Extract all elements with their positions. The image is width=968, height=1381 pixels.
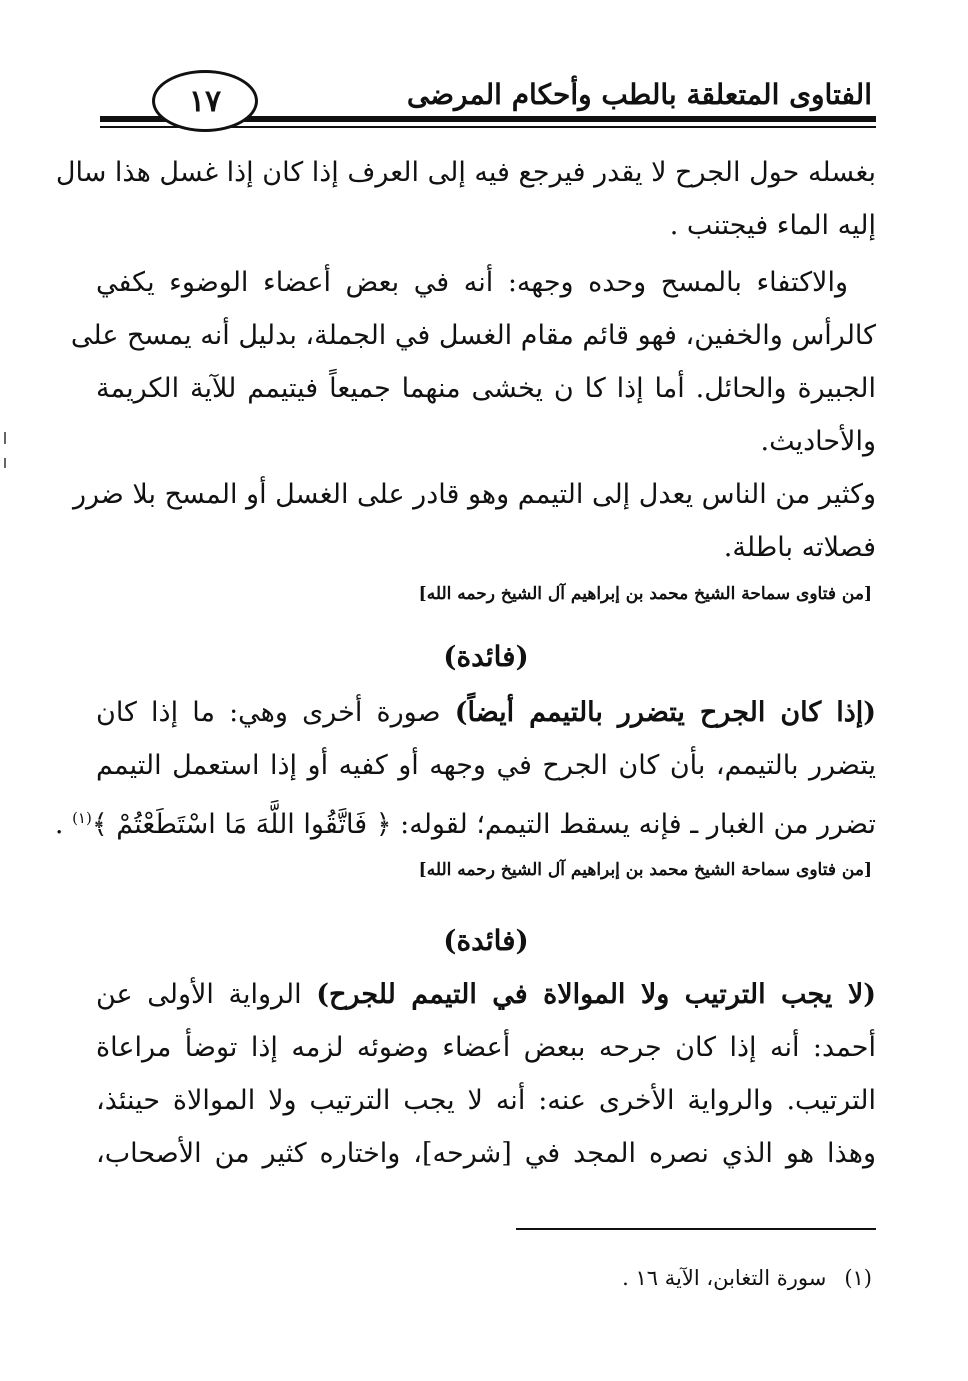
text-line: وكثير من الناس يعدل إلى التيمم وهو قادر على الغسل أو المسح بلا ضرر [72, 479, 876, 510]
running-header-title: الفتاوى المتعلقة بالطب وأحكام المرضى [406, 78, 872, 111]
text-line [96, 686, 876, 739]
quran-verse-line: تضرر من الغبار ـ فإنه يسقط التيمم؛ لقوله: ﴿ فَاتَّقُوا اللَّهَ مَا اسْتَطَعْتُمْ ﴾ [91, 809, 876, 840]
text-fragment: . [54, 809, 73, 840]
scan-edge-mark [4, 458, 6, 468]
footnote-separator [516, 1228, 876, 1230]
footnote-text: سورة التغابن، الآية ١٦ . [622, 1266, 827, 1290]
text-line: إليه الماء فيجتنب . [669, 210, 876, 241]
text-line: بغسله حول الجرح لا يقدر فيرجع فيه إلى العرف إذا كان إذا غسل هذا سال [55, 157, 876, 188]
text-fragment: صورة أخرى وهي: ما إذا كان [96, 697, 455, 728]
text-line: وهذا هو الذي نصره المجد في [شرحه]، واختاره كثير من الأصحاب، [96, 1138, 876, 1169]
footnote-reference: (١) [72, 809, 92, 827]
text-line: أحمد: أنه إذا كان جرحه ببعض أعضاء وضوئه لزمه إذا توضأ مراعاة [96, 1032, 876, 1063]
page-number: ١٧ [188, 83, 222, 119]
text-line: الجبيرة والحائل. أما إذا كا ن يخشى منهما جميعاً فيتيمم للآية الكريمة [96, 373, 876, 404]
text-line: والاكتفاء بالمسح وحده وجهه: أنه في بعض أعضاء الوضوء يكفي [96, 267, 848, 298]
text-line: الترتيب. والرواية الأخرى عنه: أنه لا يجب الترتيب ولا الموالاة حينئذ، [96, 1085, 876, 1116]
footnote-number: (١) [844, 1266, 872, 1290]
footnote [622, 1266, 872, 1290]
text-fragment: الرواية الأولى عن [96, 979, 317, 1010]
text-line: والأحاديث. [760, 426, 876, 457]
section-benefit-body [54, 686, 876, 851]
paragraph-wiping [70, 256, 876, 468]
text-line [96, 968, 876, 1021]
fatwa-source-citation: [من فتاوى سماحة الشيخ محمد بن إبراهيم آل الشيخ رحمه الله] [418, 584, 872, 604]
text-line: كالرأس والخفين، فهو قائم مقام الغسل في الجملة، بدليل أنه يمسح على [70, 320, 876, 351]
text-line [54, 792, 876, 851]
section-lead-phrase: (لا يجب الترتيب ولا الموالاة في التيمم للجرح) [316, 979, 876, 1010]
text-line: يتضرر بالتيمم، بأن كان الجرح في وجهه أو كفيه أو إذا استعمل التيمم [96, 750, 876, 781]
fatwa-source-citation: [من فتاوى سماحة الشيخ محمد بن إبراهيم آل الشيخ رحمه الله] [418, 860, 872, 880]
scan-edge-mark [4, 432, 6, 444]
section-heading-benefit: (فائدة) [443, 640, 529, 673]
page-number-badge [152, 70, 258, 132]
text-line: فصلاته باطلة. [723, 532, 876, 563]
paragraph-tayammum-misuse [72, 468, 876, 574]
section-order-body [96, 968, 876, 1180]
section-heading-benefit: (فائدة) [443, 924, 529, 957]
paragraph-continuation [55, 146, 876, 252]
section-lead-phrase: (إذا كان الجرح يتضرر بالتيمم أيضاً) [454, 697, 876, 728]
